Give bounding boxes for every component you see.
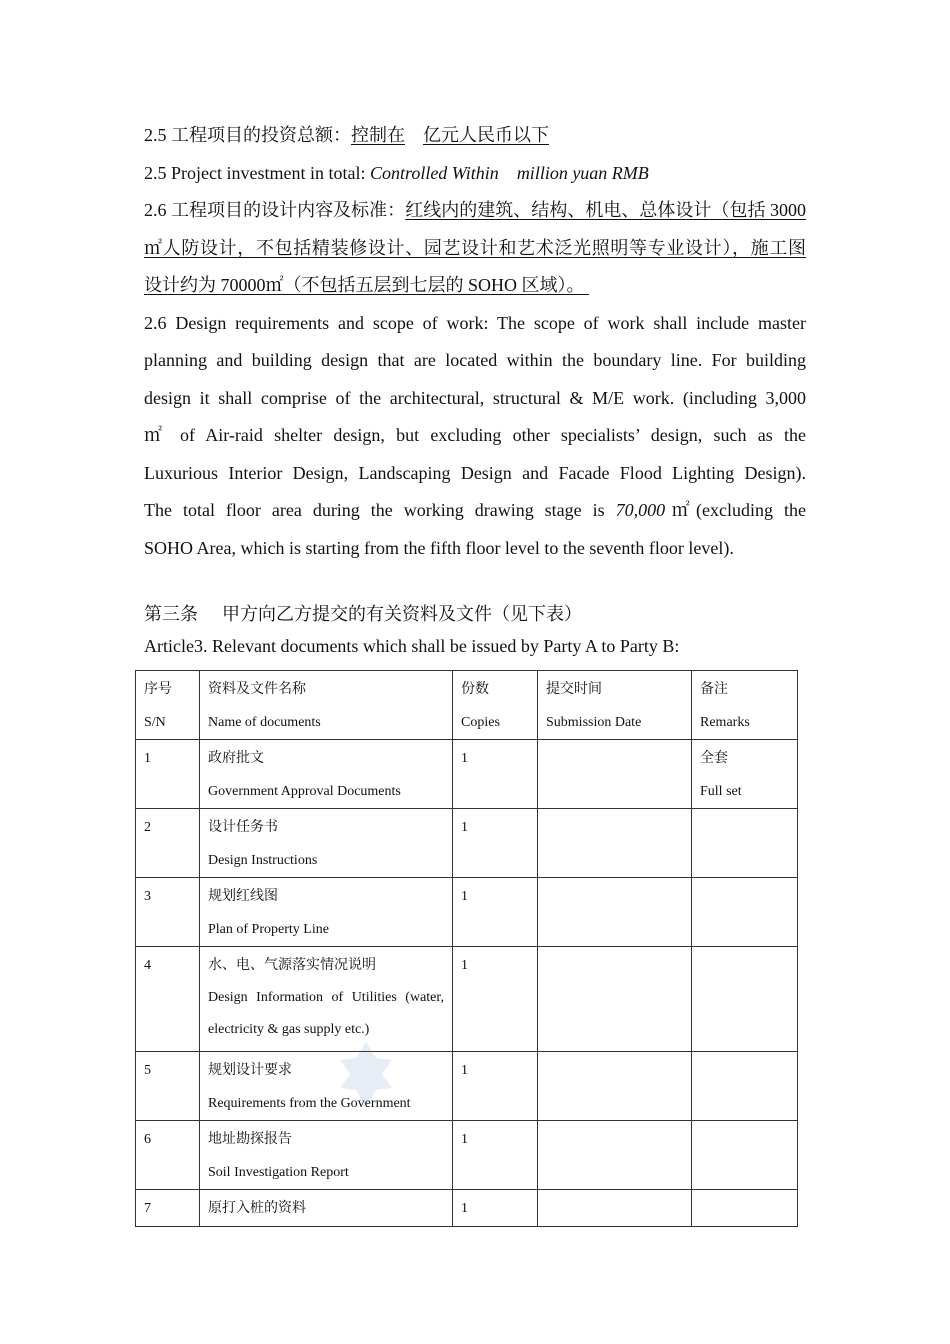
header-remarks: 备注 Remarks [692, 671, 798, 740]
section-2-6-en-line5: Luxurious Interior Design, Landscaping Design and Facade Flood Lighting Design). [144, 462, 806, 483]
section-2-5-en: 2.5 Project investment in total: Controlled Within million yuan RMB [144, 162, 649, 183]
section-2-6-en-line2: planning and building design that are located within the boundary line. For building [144, 350, 806, 370]
table-row: 4 水、电、气源落实情况说明 Design Information of Utilities (water, electricity & gas supply etc.) 1 [136, 947, 798, 1052]
header-copies: 份数 Copies [453, 671, 538, 740]
table-row: 3 规划红线图 Plan of Property Line 1 [136, 878, 798, 947]
section-2-6-en-line7: SOHO Area, which is starting from the fifth floor level to the seventh floor level). [144, 537, 734, 558]
table-row: 5 规划设计要求 Requirements from the Government 1 [136, 1052, 798, 1121]
section-2-6-cn-line1: 2.6 工程项目的设计内容及标准：红线内的建筑、结构、机电、总体设计（包括 3000 [144, 200, 807, 220]
section-2-6-en-line1: 2.6 Design requirements and scope of work: The scope of work shall include master [144, 312, 806, 333]
article3-title-cn: 第三条 甲方向乙方提交的有关资料及文件（见下表） [144, 604, 582, 624]
documents-table [135, 670, 798, 1227]
section-2-6-en-line3: design it shall comprise of the architectural, structural & M/E work. (including 3,000 [144, 387, 806, 408]
header-sn: 序号 S/N [136, 671, 200, 740]
table-row: 7 原打入桩的资料 1 [136, 1190, 798, 1227]
section-2-5-2-6 [144, 117, 806, 567]
table-row: 6 地址勘探报告 Soil Investigation Report 1 [136, 1121, 798, 1190]
article3-title-en: Article3. Relevant documents which shall be issued by Party A to Party B: [144, 636, 680, 656]
investment-cap-en: Controlled Within million yuan RMB [369, 162, 649, 183]
table-row: 2 设计任务书 Design Instructions 1 [136, 809, 798, 878]
section-2-6-en-line6: The total floor area during the working drawing stage is 70,000㎡(excluding the [144, 500, 806, 520]
section-2-5-cn: 2.5 工程项目的投资总额：控制在 亿元人民币以下 [144, 125, 549, 145]
header-name: 资料及文件名称 Name of documents [200, 671, 453, 740]
section-2-6-en-line4: ㎡ of Air-raid shelter design, but excluding other specialists’ design, such as the [144, 425, 806, 445]
snowflake-watermark-icon [336, 1040, 396, 1110]
table-header-row [136, 671, 798, 740]
section-2-6-cn-line3: 设计约为 70000㎡（不包括五层到七层的 SOHO 区域）。 [144, 275, 585, 295]
table-row: 1 政府批文 Government Approval Documents 1 全套 Full set [136, 740, 798, 809]
header-date: 提交时间 Submission Date [538, 671, 692, 740]
section-2-6-cn-line2: ㎡人防设计，不包括精装修设计、园艺设计和艺术泛光照明等专业设计），施工图 [144, 237, 806, 258]
investment-cap-cn: 控制在 亿元人民币以下 [351, 125, 549, 145]
